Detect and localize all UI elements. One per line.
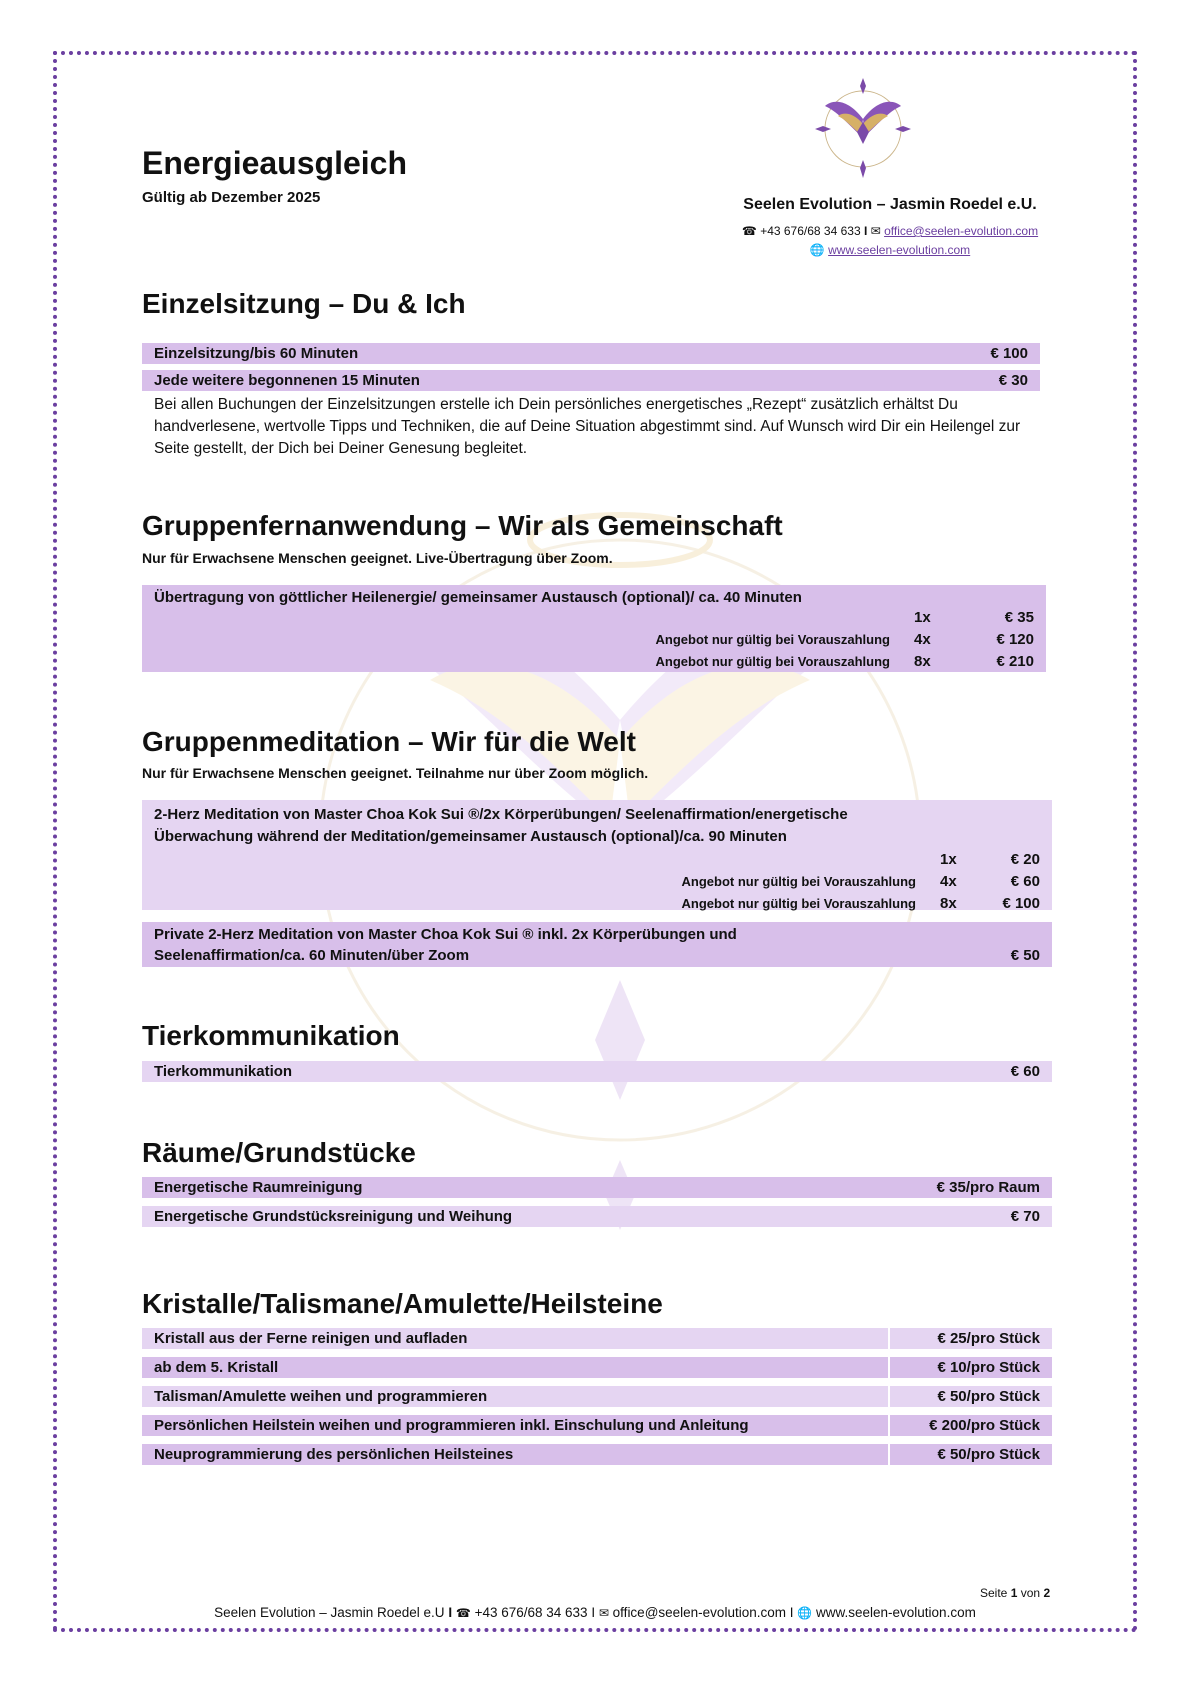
option-note: Angebot nur gültig bei Vorauszahlung — [681, 873, 916, 889]
item-name: Jede weitere begonnenen 15 Minuten — [154, 372, 420, 389]
private-line2-row — [154, 945, 1040, 966]
option-price: € 35 — [1004, 608, 1034, 626]
item-price: € 30 — [998, 372, 1028, 389]
price-option — [154, 650, 1034, 672]
option-price: € 100 — [1002, 894, 1040, 912]
item-name-line2: Seelenaffirmation/ca. 60 Minuten/über Zoom — [154, 947, 470, 964]
price-row — [142, 1386, 1052, 1407]
option-price: € 120 — [996, 630, 1034, 648]
price-row — [142, 1357, 1052, 1378]
item-name: Energetische Grundstücksreinigung und Weihung — [154, 1208, 513, 1225]
section-title-einzelsitzung: Einzelsitzung – Du & Ich — [142, 288, 466, 319]
price-row — [142, 1328, 1052, 1349]
item-name-line1: 2-Herz Meditation von Master Choa Kok Sui ®/2x Körperübungen/ Seelenaffirmation/energetische — [154, 806, 848, 823]
item-name: Energetische Raumreinigung — [154, 1179, 363, 1196]
item-price: € 50/pro Stück — [937, 1446, 1040, 1463]
item-price: € 60 — [1010, 1063, 1040, 1080]
option-qty: 4x — [914, 630, 931, 648]
price-option — [154, 606, 1034, 628]
item-name: Tierkommunikation — [154, 1063, 293, 1080]
separator: I — [789, 1605, 794, 1620]
separator: I — [591, 1605, 596, 1620]
mail-icon: ✉ — [598, 1606, 609, 1620]
validity-date: Gültig ab Dezember 2025 — [142, 189, 321, 206]
item-name: Persönlichen Heilstein weihen und programmieren inkl. Einschulung und Anleitung — [154, 1415, 890, 1436]
option-price: € 210 — [996, 652, 1034, 670]
item-name: Übertragung von göttlicher Heilenergie/ gemeinsamer Austausch (optional)/ ca. 40 Minuten — [154, 589, 802, 606]
phone-icon: ☎ — [741, 224, 757, 238]
option-qty: 1x — [914, 608, 931, 626]
item-price: € 100 — [990, 345, 1028, 362]
page-total: 2 — [1043, 1586, 1051, 1600]
option-note: Angebot nur gültig bei Vorauszahlung — [681, 895, 916, 911]
page-current: 1 — [1010, 1586, 1018, 1600]
price-option — [154, 870, 1040, 892]
section-title-gruppenfernanwendung: Gruppenfernanwendung – Wir als Gemeinschaft — [142, 510, 783, 541]
page-number — [980, 1586, 1050, 1600]
contact-info — [680, 222, 1100, 260]
item-price: € 25/pro Stück — [937, 1330, 1040, 1347]
footer-phone: +43 676/68 34 633 — [474, 1605, 588, 1620]
item-name: ab dem 5. Kristall — [154, 1357, 890, 1378]
price-row — [142, 1444, 1052, 1465]
option-note: Angebot nur gültig bei Vorauszahlung — [655, 653, 890, 669]
item-name: Neuprogrammierung des persönlichen Heilsteines — [154, 1444, 890, 1465]
section-title-raeume: Räume/Grundstücke — [142, 1137, 416, 1168]
separator: I — [863, 224, 868, 238]
email-link[interactable]: office@seelen-evolution.com — [884, 224, 1039, 238]
price-block-gruppenmeditation — [142, 800, 1052, 910]
price-option — [154, 892, 1040, 914]
price-block-gruppenfern — [142, 585, 1046, 672]
option-qty: 1x — [940, 850, 957, 868]
option-price: € 60 — [1010, 872, 1040, 890]
footer-company: Seelen Evolution – Jasmin Roedel e.U — [214, 1605, 445, 1620]
phone-icon: ☎ — [455, 1606, 471, 1620]
item-name: Kristall aus der Ferne reinigen und aufladen — [154, 1328, 890, 1349]
separator: I — [448, 1605, 453, 1620]
price-row — [142, 1415, 1052, 1436]
section-title-tierkommunikation: Tierkommunikation — [142, 1020, 400, 1051]
page-title: Energieausgleich — [142, 145, 407, 181]
company-logo-icon — [813, 74, 913, 184]
price-option — [154, 628, 1034, 650]
price-row — [142, 1177, 1052, 1198]
price-row — [142, 343, 1040, 364]
option-note: Angebot nur gültig bei Vorauszahlung — [655, 631, 890, 647]
section-title-kristalle: Kristalle/Talismane/Amulette/Heilsteine — [142, 1288, 663, 1319]
section-subtitle: Nur für Erwachsene Menschen geeignet. Teilnahme nur über Zoom möglich. — [142, 765, 649, 781]
globe-icon: 🌐 — [809, 243, 825, 257]
section-subtitle: Nur für Erwachsene Menschen geeignet. Live-Übertragung über Zoom. — [142, 550, 613, 566]
price-row — [142, 370, 1040, 391]
item-name: Talisman/Amulette weihen und programmieren — [154, 1386, 890, 1407]
item-price: € 200/pro Stück — [929, 1417, 1040, 1434]
item-price: € 70 — [1010, 1208, 1040, 1225]
item-price: € 35/pro Raum — [936, 1179, 1040, 1196]
option-price: € 20 — [1010, 850, 1040, 868]
item-name-line2: Überwachung während der Meditation/gemeinsamer Austausch (optional)/ca. 90 Minuten — [154, 828, 787, 845]
company-name: Seelen Evolution – Jasmin Roedel e.U. — [743, 196, 1037, 213]
phone-number: +43 676/68 34 633 — [760, 224, 861, 238]
option-qty: 4x — [940, 872, 957, 890]
einzelsitzung-description: Bei allen Buchungen der Einzelsitzungen erstelle ich Dein persönliches energetisches „Rezept“ zusätzlich erhältst Du handverlesene, wertvolle Tipps und Techniken, die auf Deine Situation abgestimmt sind. Auf Wunsch wird Dir ein Heilengel zur Seite gestellt, der Dich bei Deiner Genesung begleitet. — [154, 396, 1021, 457]
option-qty: 8x — [914, 652, 931, 670]
footer-website[interactable]: www.seelen-evolution.com — [816, 1605, 976, 1620]
globe-icon: 🌐 — [797, 1606, 813, 1620]
page-label: Seite — [980, 1586, 1008, 1600]
item-name: Einzelsitzung/bis 60 Minuten — [154, 345, 359, 362]
item-price: € 10/pro Stück — [937, 1359, 1040, 1376]
page-of: von — [1020, 1586, 1041, 1600]
website-link[interactable]: www.seelen-evolution.com — [828, 243, 971, 257]
footer-email[interactable]: office@seelen-evolution.com — [612, 1605, 786, 1620]
item-price: € 50 — [1010, 947, 1040, 964]
mail-icon: ✉ — [870, 224, 881, 238]
section-title-gruppenmeditation: Gruppenmeditation – Wir für die Welt — [142, 726, 636, 757]
item-name-line1: Private 2-Herz Meditation von Master Choa Kok Sui ® inkl. 2x Körperübungen und — [154, 926, 737, 943]
price-block-private-meditation — [142, 922, 1052, 967]
price-row — [142, 1061, 1052, 1082]
option-qty: 8x — [940, 894, 957, 912]
item-price: € 50/pro Stück — [937, 1388, 1040, 1405]
price-option — [154, 848, 1040, 870]
price-row — [142, 1206, 1052, 1227]
footer-contact — [0, 1605, 1190, 1620]
